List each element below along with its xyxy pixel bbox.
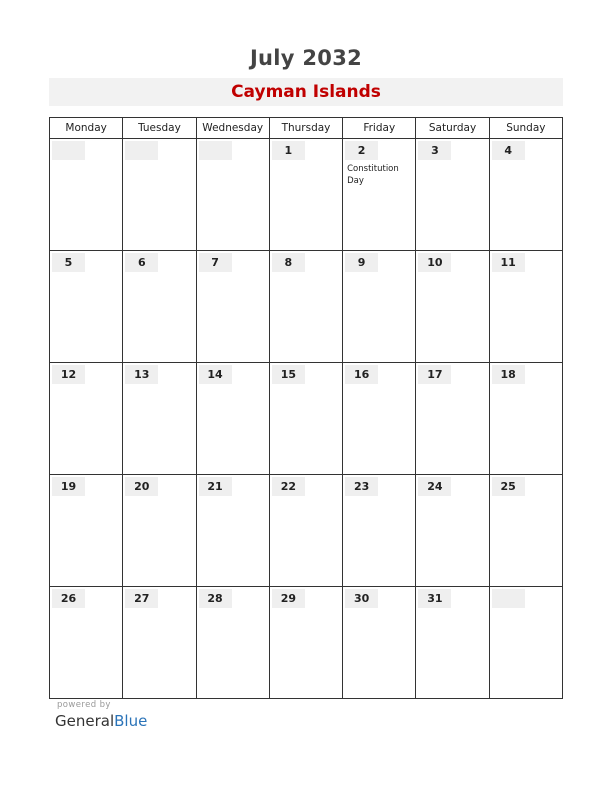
week-row [50,587,563,699]
day-cell [123,587,196,699]
day-cell [269,251,342,363]
day-cell [343,475,416,587]
day-cell [196,587,269,699]
day-number: 13 [125,365,158,384]
day-cell [123,475,196,587]
week-row [50,251,563,363]
day-number [125,141,158,160]
day-cell [123,363,196,475]
day-cell [196,251,269,363]
day-cell [343,251,416,363]
day-cell [416,587,489,699]
day-cell [50,475,123,587]
calendar-grid [49,117,563,699]
day-number: 17 [418,365,451,384]
day-cell [416,139,489,251]
day-cell [489,139,562,251]
day-number: 12 [52,365,85,384]
day-cell [123,139,196,251]
brand-blue: Blue [114,712,148,730]
day-cell [489,363,562,475]
day-cell [269,363,342,475]
weekday-saturday: Saturday [416,118,489,139]
day-number: 28 [199,589,232,608]
day-cell [50,251,123,363]
day-number: 15 [272,365,305,384]
day-cell [343,363,416,475]
day-cell [343,587,416,699]
region-name: Cayman Islands [231,82,381,102]
week-row [50,139,563,251]
day-cell [50,139,123,251]
day-number: 9 [345,253,378,272]
calendar-title: July 2032 [249,46,363,70]
day-number: 3 [418,141,451,160]
week-row [50,475,563,587]
day-number: 26 [52,589,85,608]
day-number: 2 [345,141,378,160]
day-number: 19 [52,477,85,496]
day-cell [416,363,489,475]
day-number: 18 [492,365,525,384]
day-number: 16 [345,365,378,384]
weekday-monday: Monday [50,118,123,139]
day-number: 5 [52,253,85,272]
day-cell [123,251,196,363]
day-number: 27 [125,589,158,608]
day-number: 1 [272,141,305,160]
day-number: 14 [199,365,232,384]
day-cell [269,587,342,699]
day-cell [489,587,562,699]
day-cell [196,139,269,251]
day-number: 10 [418,253,451,272]
day-number: 23 [345,477,378,496]
day-number: 6 [125,253,158,272]
region-banner [49,78,563,106]
weekday-header-row [50,118,563,139]
day-number: 7 [199,253,232,272]
day-cell [196,363,269,475]
day-number: 22 [272,477,305,496]
day-cell [196,475,269,587]
weekday-thursday: Thursday [269,118,342,139]
day-cell [416,251,489,363]
day-number: 20 [125,477,158,496]
day-cell [489,251,562,363]
week-row [50,363,563,475]
day-cell [269,139,342,251]
powered-by-text: powered by [57,700,111,710]
holiday-label: Constitution Day [347,164,399,186]
weekday-friday: Friday [343,118,416,139]
day-number: 29 [272,589,305,608]
day-cell [416,475,489,587]
day-cell [489,475,562,587]
generalblue-logo[interactable] [55,712,147,730]
day-number: 24 [418,477,451,496]
day-cell [343,139,416,251]
weekday-tuesday: Tuesday [123,118,196,139]
day-number: 4 [492,141,525,160]
day-number: 25 [492,477,525,496]
day-number [199,141,232,160]
day-number [52,141,85,160]
day-number [492,589,525,608]
day-number: 11 [492,253,525,272]
day-cell [50,363,123,475]
brand-general: General [55,712,115,730]
day-number: 31 [418,589,451,608]
day-cell [269,475,342,587]
weekday-wednesday: Wednesday [196,118,269,139]
day-number: 8 [272,253,305,272]
day-number: 21 [199,477,232,496]
day-cell [50,587,123,699]
day-number: 30 [345,589,378,608]
weekday-sunday: Sunday [489,118,562,139]
